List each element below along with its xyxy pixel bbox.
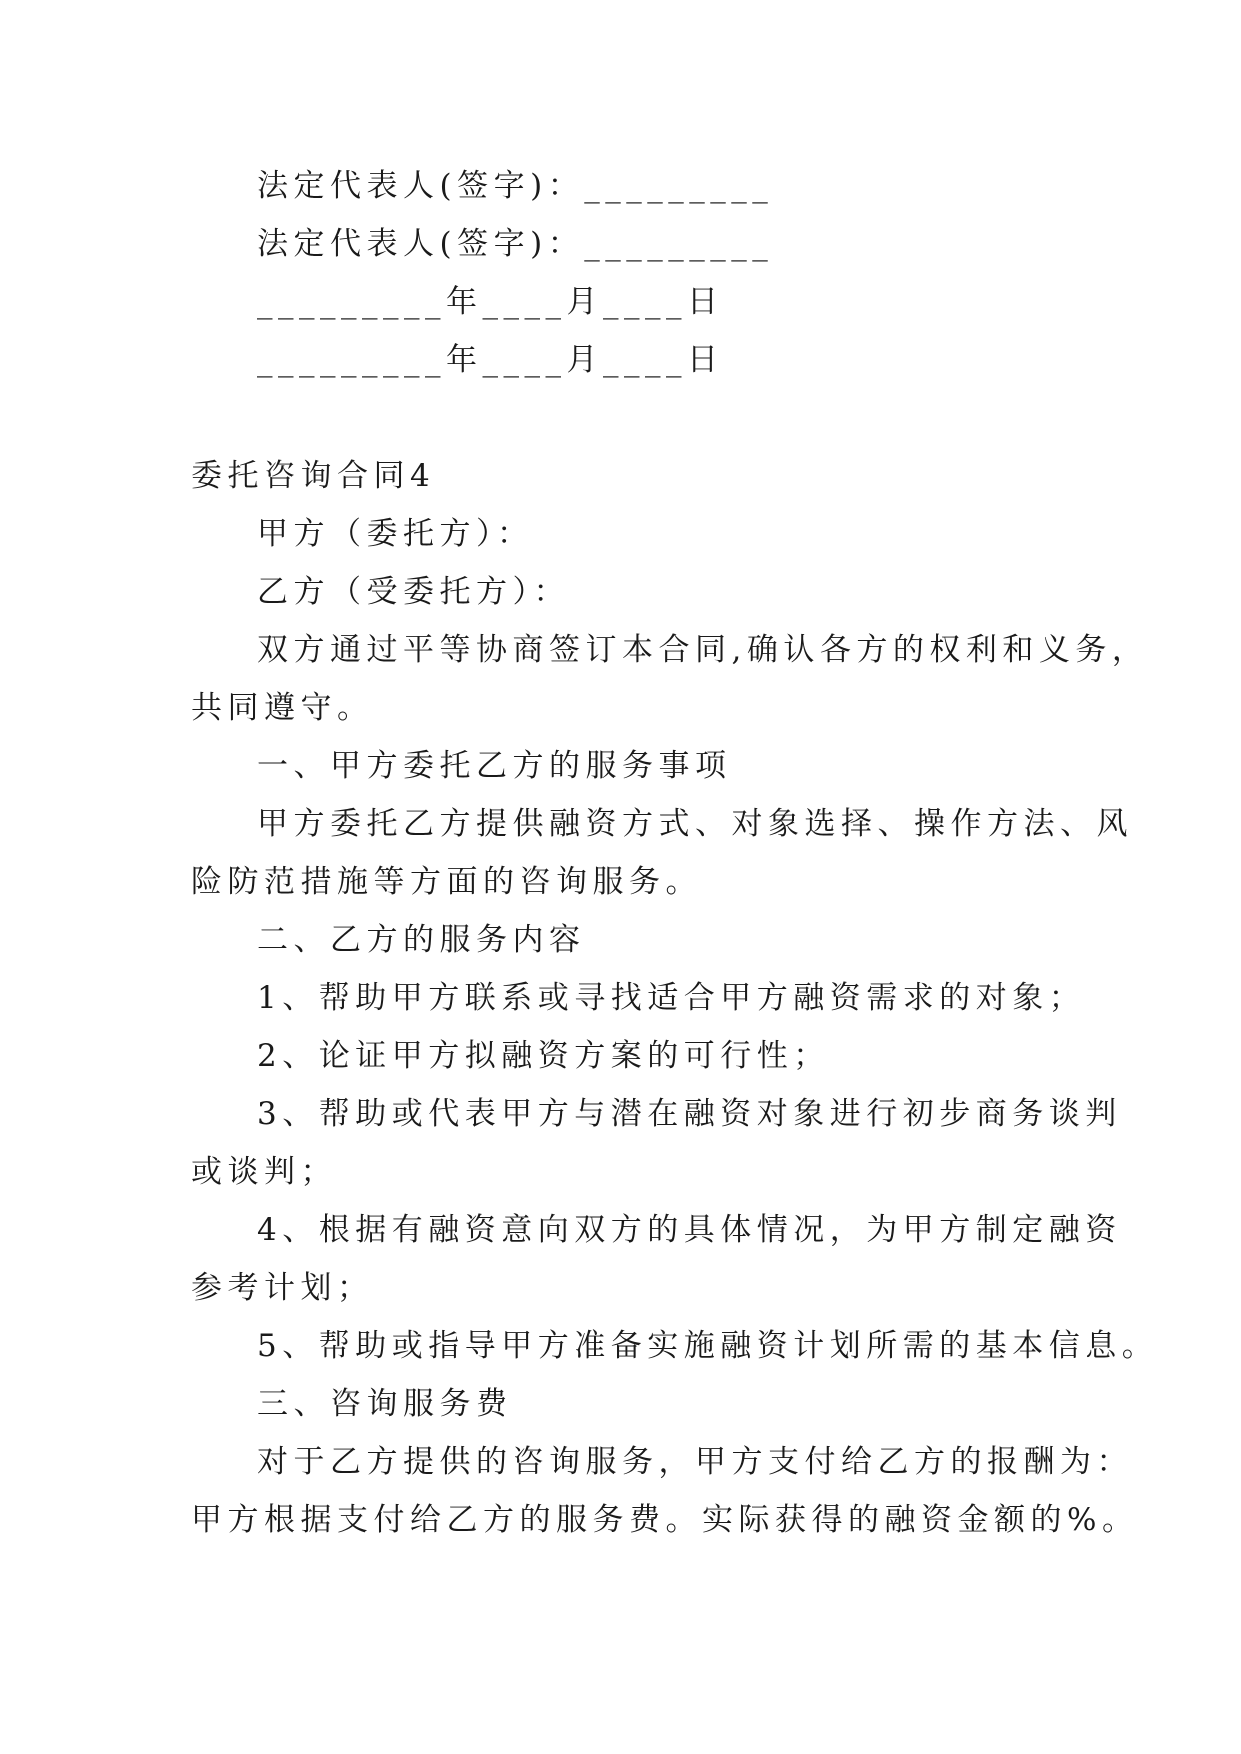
legal-rep-signature-1: 法定代表人(签字)：_________ xyxy=(257,168,774,204)
section-2-item-4-line-2: 参考计划； xyxy=(191,1270,374,1306)
section-2-item-3-line-2: 或谈判； xyxy=(191,1154,337,1190)
section-2-heading: 二、乙方的服务内容 xyxy=(257,922,586,958)
section-1-heading: 一、甲方委托乙方的服务事项 xyxy=(257,748,732,784)
date-line-1: _________年____月____日 xyxy=(257,284,724,320)
section-3-body-line-2: 甲方根据支付给乙方的服务费。实际获得的融资金额的%。 xyxy=(191,1502,1139,1538)
section-2-item-1: 1、帮助甲方联系或寻找适合甲方融资需求的对象； xyxy=(257,980,1086,1016)
party-b-label: 乙方（受委托方）： xyxy=(257,574,570,610)
section-2-item-2: 2、论证甲方拟融资方案的可行性； xyxy=(257,1038,830,1074)
section-2-item-4-line-1: 4、根据有融资意向双方的具体情况，为甲方制定融资 xyxy=(257,1212,1122,1248)
section-1-body-line-2: 险防范措施等方面的咨询服务。 xyxy=(191,864,702,900)
intro-line-1: 双方通过平等协商签订本合同,确认各方的权利和义务， xyxy=(257,632,1149,668)
legal-rep-signature-2: 法定代表人(签字)：_________ xyxy=(257,226,774,262)
section-1-body-line-1: 甲方委托乙方提供融资方式、对象选择、操作方法、风 xyxy=(257,806,1133,842)
section-2-item-3-line-1: 3、帮助或代表甲方与潜在融资对象进行初步商务谈判 xyxy=(257,1096,1122,1132)
date-line-2: _________年____月____日 xyxy=(257,342,724,378)
intro-line-2: 共同遵守。 xyxy=(191,690,374,726)
section-3-heading: 三、咨询服务费 xyxy=(257,1386,513,1422)
party-a-label: 甲方（委托方）： xyxy=(257,516,534,552)
contract-title: 委托咨询合同4 xyxy=(191,458,436,494)
section-2-item-5: 5、帮助或指导甲方准备实施融资计划所需的基本信息。 xyxy=(257,1328,1159,1364)
section-3-body-line-1: 对于乙方提供的咨询服务，甲方支付给乙方的报酬为： xyxy=(257,1444,1133,1480)
